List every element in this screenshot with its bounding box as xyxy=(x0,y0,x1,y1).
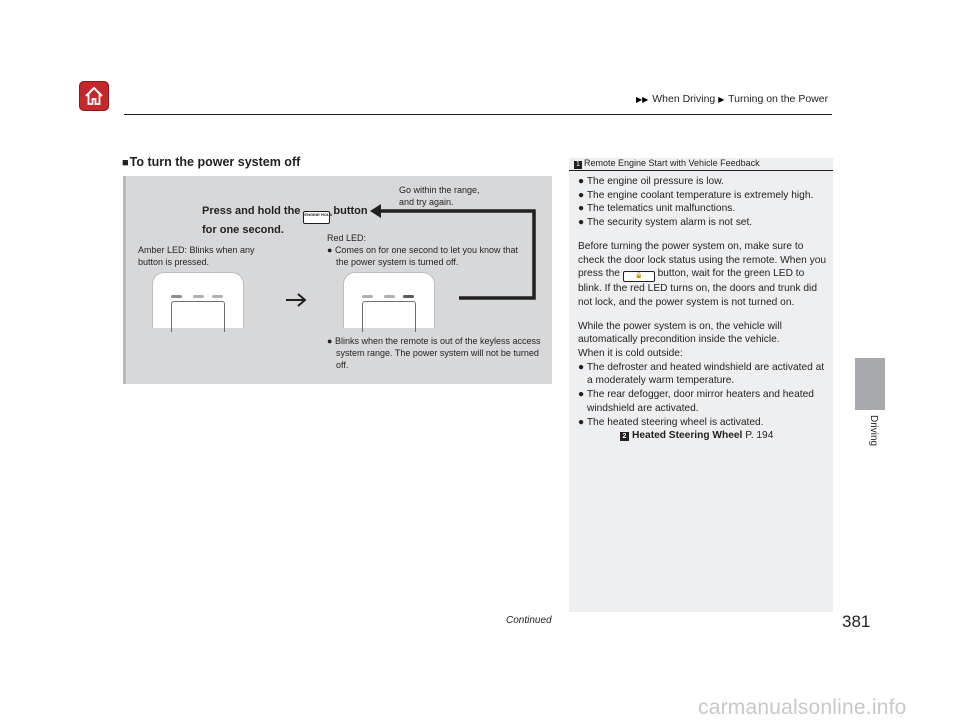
breadcrumb-arrow-icon: ▶ xyxy=(718,95,725,104)
note-bullet: ● The engine oil pressure is low. xyxy=(578,176,724,187)
note-bullet: ● The heated steering wheel is activated. xyxy=(578,416,764,428)
xref-page: P. 194 xyxy=(745,430,774,442)
transition-arrow-icon xyxy=(286,294,305,306)
cross-reference-link[interactable] xyxy=(578,429,830,443)
continued-label: Continued xyxy=(506,615,552,626)
press-text-button: button xyxy=(333,205,368,217)
note-bullet: ● The rear defogger, door mirror heaters and heated windshield are activated. xyxy=(578,389,814,414)
press-text-1: Press and hold the xyxy=(202,205,301,217)
note-paragraph-1b-pre: you press the xyxy=(578,254,827,280)
note-paragraph: When it is cold outside: xyxy=(578,348,683,360)
red-led-bullet-1: ● Comes on for one second to let you know that the power system is turned off. xyxy=(327,245,519,267)
note-paragraph-1: Before turning the power system on, make sure to check the door lock status using the remote. When xyxy=(578,240,807,266)
amber-led-line-1: Amber LED: Blinks when any xyxy=(138,245,255,255)
red-led-title: Red LED: xyxy=(327,233,367,243)
page-number: 381 xyxy=(842,612,871,631)
breadcrumb-arrow-icon: ▶▶ xyxy=(636,95,649,104)
watermark: carmanualsonline.info xyxy=(698,696,907,719)
retry-arrow-icon xyxy=(370,204,534,298)
go-within-line-1: Go within the range, xyxy=(399,185,480,195)
note-divider xyxy=(569,170,833,171)
note-body xyxy=(578,175,830,443)
xref-arrow-icon: 2 xyxy=(620,432,629,441)
red-led-bullet-2: ● Blinks when the remote is out of the keyless access system range. The power system will not be turned off. xyxy=(327,336,541,370)
red-led-bullet-1-text: Comes on for one second to let you know that the power system is turned off. xyxy=(334,245,519,267)
press-text-2: for one second. xyxy=(202,224,284,236)
square-bullet-icon: ■ xyxy=(122,157,129,169)
note-bullet-text: The telematics unit malfunctions. xyxy=(586,203,736,215)
lock-button-icon: 🔒 xyxy=(623,271,655,282)
note-bullet: ● The defroster and heated windshield are activated at a moderately warm temperature. xyxy=(578,361,825,387)
red-led-bullet-2-text: Blinks when the remote is out of the keyless access system range. The power system will not be turned off. xyxy=(334,336,541,370)
note-bullet: ● The security system alarm is not set. xyxy=(578,217,753,229)
note-bullet-text: The engine coolant temperature is extremely high. xyxy=(586,189,814,201)
note-paragraph: While the power system is on, the vehicle will automatically precondition inside the vehicle. xyxy=(578,320,782,346)
chapter-tab-label: Driving xyxy=(868,415,879,447)
go-within-line-2: and try again. xyxy=(399,197,454,207)
amber-led-line-2: button is pressed. xyxy=(138,257,210,267)
section-heading-text: To turn the power system off xyxy=(129,155,301,169)
note-bullet-text: The defroster and heated windshield are activated at a moderately warm temperature. xyxy=(586,361,825,387)
note-marker-icon: 1 xyxy=(574,161,582,169)
breadcrumb-item-turning-on[interactable]: Turning on the Power xyxy=(728,93,829,105)
note-title-text: Remote Engine Start with Vehicle Feedback xyxy=(584,158,760,168)
note-title xyxy=(574,158,760,169)
note-bullet: ● The telematics unit malfunctions. xyxy=(578,203,736,215)
note-paragraph-1b-post: button, wait for the green LED to blink. If the red LED turns on, the doors and trunk did not lock, and the power system is not turned on. xyxy=(578,268,817,308)
engine-button-label: ENGINE HOLD xyxy=(304,212,333,217)
note-bullet: ● The engine coolant temperature is extremely high. xyxy=(578,189,814,201)
note-bullet-text: The rear defogger, door mirror heaters and heated windshield are activated. xyxy=(586,389,814,414)
note-bullet-text: The engine oil pressure is low. xyxy=(586,176,724,187)
note-paragraph xyxy=(578,240,830,310)
note-bullet-text: The heated steering wheel is activated. xyxy=(586,416,764,428)
note-bullet-text: The security system alarm is not set. xyxy=(586,217,753,229)
xref-title: Heated Steering Wheel xyxy=(632,430,743,442)
breadcrumb-item-when-driving[interactable]: When Driving xyxy=(652,93,716,105)
